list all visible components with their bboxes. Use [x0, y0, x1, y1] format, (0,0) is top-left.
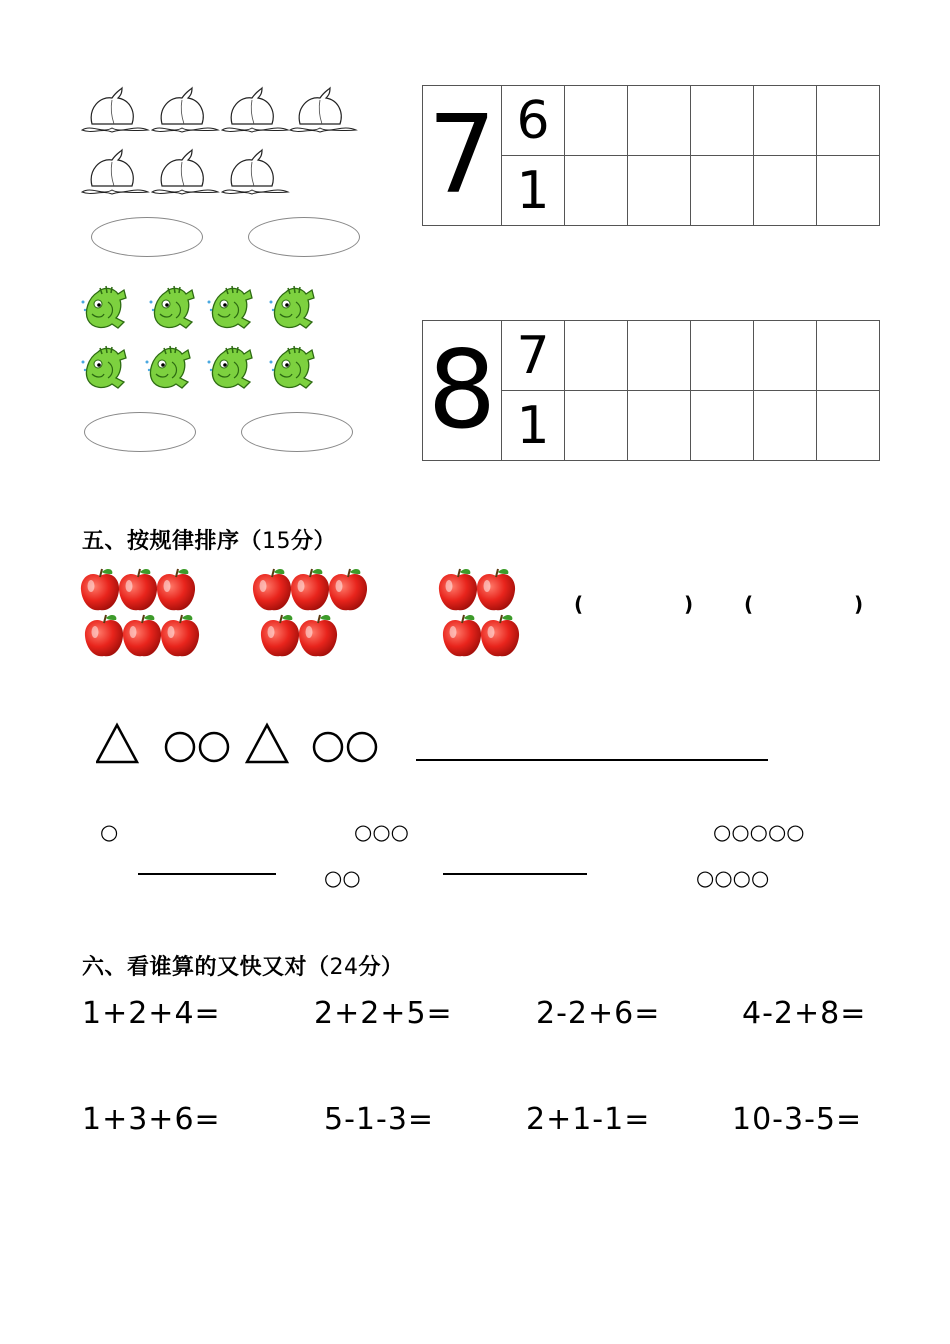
circle-answer-line-2[interactable]	[443, 873, 587, 875]
grid-total: 8	[423, 321, 502, 461]
apple-icons	[78, 566, 538, 662]
blank-close-paren: )	[854, 592, 864, 616]
circle-icon	[166, 733, 194, 761]
circle-answer-line-1[interactable]	[138, 873, 276, 875]
grid-part-bottom: 1	[502, 391, 565, 461]
circle-group-3-top: ○○○○○	[713, 820, 805, 844]
grid-blank[interactable]	[565, 321, 628, 391]
decomposition-grid-8	[422, 320, 880, 461]
grid-blank[interactable]	[754, 391, 817, 461]
grid-blank[interactable]	[754, 86, 817, 156]
section5-title: 五、按规律排序（	[82, 529, 263, 554]
fish-icons	[78, 282, 328, 400]
grid-part-top: 6	[502, 86, 565, 156]
grid-blank[interactable]	[628, 391, 691, 461]
grid-blank[interactable]	[565, 156, 628, 226]
grid-blank[interactable]	[628, 321, 691, 391]
equation: 2-2+6=	[536, 996, 661, 1031]
answer-oval[interactable]	[91, 217, 203, 257]
grid-total: 7	[423, 86, 502, 226]
section5-unit: 分）	[291, 529, 337, 554]
fish-picture	[78, 282, 328, 400]
grid-blank[interactable]	[817, 86, 880, 156]
section5-heading	[82, 524, 336, 555]
equation: 10-3-5=	[732, 1102, 863, 1137]
shape-answer-line[interactable]	[416, 759, 768, 761]
grid-blank[interactable]	[691, 156, 754, 226]
circle-icon	[314, 733, 342, 761]
blank-open-paren: (	[744, 592, 754, 616]
section5-points: 15	[262, 529, 292, 554]
section6-heading	[82, 950, 404, 981]
circle-icon	[348, 733, 376, 761]
grid-blank[interactable]	[565, 86, 628, 156]
section6-title: 六、看谁算的又快又对（	[82, 955, 330, 980]
section6-unit: 分）	[358, 955, 404, 980]
equation: 4-2+8=	[742, 996, 867, 1031]
grid-blank[interactable]	[817, 321, 880, 391]
equation: 1+3+6=	[82, 1102, 221, 1137]
blank-open-paren: (	[574, 592, 584, 616]
grid-blank[interactable]	[628, 86, 691, 156]
decomposition-grid-7	[422, 85, 880, 226]
grid-part-bottom: 1	[502, 156, 565, 226]
grid-blank[interactable]	[565, 391, 628, 461]
equation: 2+2+5=	[314, 996, 453, 1031]
blank-close-paren: )	[684, 592, 694, 616]
circle-group-2-bottom: ○○	[324, 866, 361, 890]
grid-part-top: 7	[502, 321, 565, 391]
answer-blank-2[interactable]	[760, 592, 850, 618]
shape-pattern	[96, 722, 386, 766]
section6-points: 24	[329, 955, 359, 980]
equation: 1+2+4=	[82, 996, 221, 1031]
answer-oval[interactable]	[248, 217, 360, 257]
circle-icon	[200, 733, 228, 761]
answer-oval[interactable]	[84, 412, 196, 452]
triangle-icon	[247, 725, 287, 762]
grid-blank[interactable]	[628, 156, 691, 226]
grid-blank[interactable]	[691, 321, 754, 391]
circle-group-2-top: ○○○	[354, 820, 409, 844]
grid-blank[interactable]	[817, 391, 880, 461]
grid-blank[interactable]	[691, 391, 754, 461]
grid-blank[interactable]	[691, 86, 754, 156]
grid-blank[interactable]	[817, 156, 880, 226]
circle-group-3-bottom: ○○○○	[696, 866, 770, 890]
grid-blank[interactable]	[754, 156, 817, 226]
circle-group-1-top: ○	[100, 820, 119, 844]
answer-oval[interactable]	[241, 412, 353, 452]
equation: 2+1-1=	[526, 1102, 651, 1137]
answer-blank-1[interactable]	[590, 592, 680, 618]
equation: 5-1-3=	[324, 1102, 435, 1137]
grid-blank[interactable]	[754, 321, 817, 391]
triangle-icon	[97, 725, 137, 762]
